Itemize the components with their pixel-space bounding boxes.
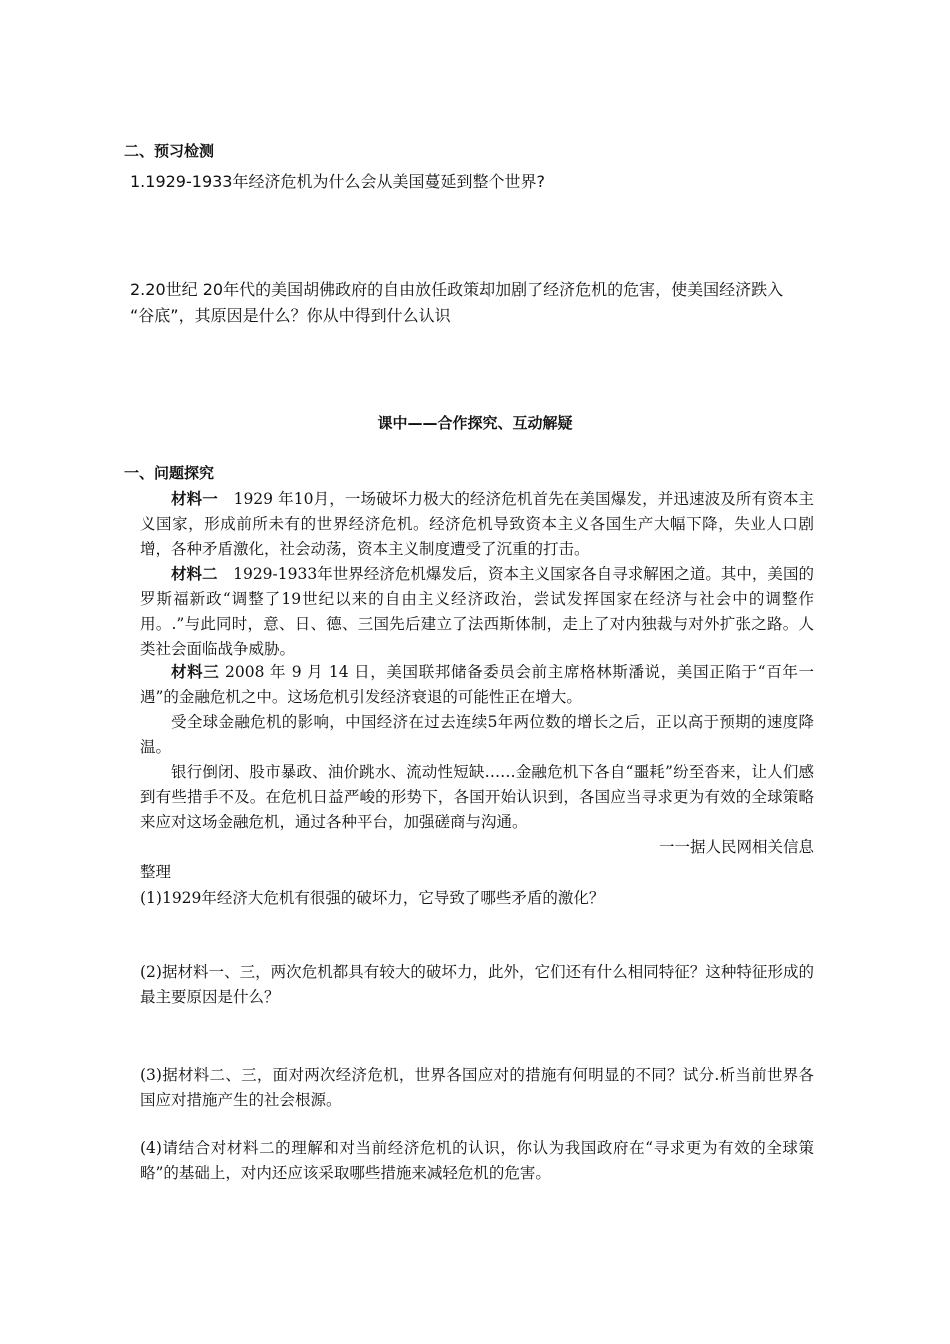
question-4: (4)请结合对材料二的理解和对当前经济危机的认识，你认为我国政府在“寻求更为有效的全球策略”的基础上，对内还应该采取哪些措施来减轻危机的危害。 [140,1139,814,1182]
question-3: (3)据材料二、三，面对两次经济危机，世界各国应对的措施有何明显的不同？试分.析当前世界各国应对措施产生的社会根源。 [140,1066,814,1109]
material-2 [140,562,814,662]
question-2: (2)据材料一、三，两次危机都具有较大的破坏力，此外，它们还有什么相同特征？这种特征形成的最主要原因是什么？ [140,963,814,1006]
inquiry-heading: 一、问题探究 [124,464,215,482]
preview-question-2-line-1: 2.20世纪 20年代的美国胡佛政府的自由放任政策却加剧了经济危机的危害，使美国经济跌入 [130,280,784,299]
material-1 [140,487,814,562]
preview-question-2-line-2: “谷底”，其原因是什么？你从中得到什么认识 [130,306,451,325]
material-3 [140,660,814,710]
material-2-label: 材料二 [171,565,218,583]
question-1: (1)1929年经济大危机有很强的破坏力，它导致了哪些矛盾的激化？ [140,889,605,907]
material-3-paragraph-2: 受全球金融危机的影响，中国经济在过去连续5年两位数的增长之后，正以高于预期的速度降温。 [140,713,814,756]
source-citation-continued: 整理 [140,863,172,881]
material-1-label: 材料一 [171,490,218,508]
source-citation: 一一据人民网相关信息 [658,838,814,856]
preview-question-1: 1.1929-1933年经济危机为什么会从美国蔓延到整个世界? [130,172,545,191]
preview-heading: 二、预习检测 [124,142,215,160]
material-3-label: 材料三 [171,663,220,681]
section-title: 课中——合作探究、互动解疑 [377,414,573,432]
material-2-text: 1929-1933年世界经济危机爆发后，资本主义国家各自寻求解困之道。其中，美国的罗斯福新政“调整了19世纪以来的自由主义经济政治，尝试发挥国家在经济与社会中的调整作用。.”与此同时，意、日、德、三国先后建立了法西斯体制，走上了对内独裁与对外扩张之路。人类社会面临战争威胁。 [140,565,814,658]
material-3-text: 2008 年 9 月 14 日，美国联邦储备委员会前主席格林斯潘说，美国正陷于“百年一遇”的金融危机之中。这场危机引发经济衰退的可能性正在增大。 [140,663,814,706]
material-1-text: 1929 年10月，一场破坏力极大的经济危机首先在美国爆发，并迅速波及所有资本主义国家，形成前所未有的世界经济危机。经济危机导致资本主义各国生产大幅下降，失业人口剧增，各种矛盾激化，社会动荡，资本主义制度遭受了沉重的打击。 [140,490,814,558]
material-3-paragraph-3: 银行倒闭、股市暴政、油价跳水、流动性短缺……金融危机下各自“噩耗”纷至沓来，让人们感到有些措手不及。在危机日益严峻的形势下，各国开始认识到，各国应当寻求更为有效的全球策略来应对这场金融危机，通过各种平台，加强磋商与沟通。 [140,763,814,831]
